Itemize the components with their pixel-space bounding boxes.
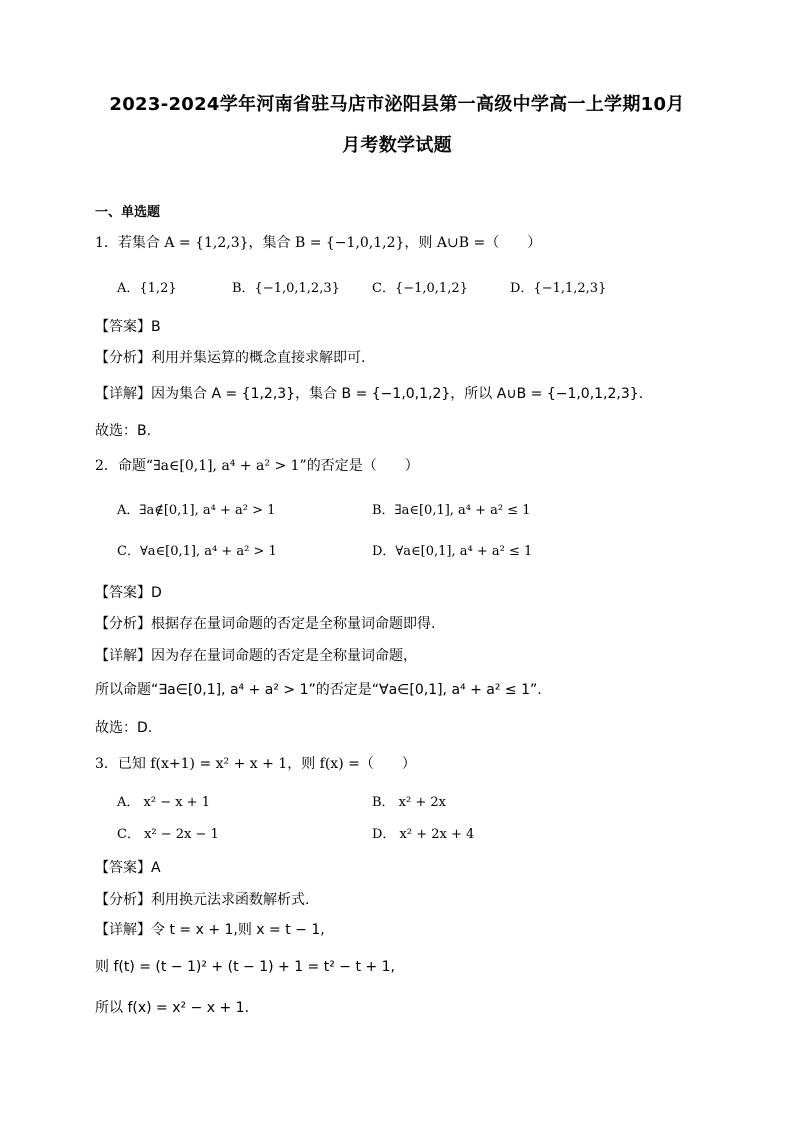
q3-detail: 【详解】令 t = x + 1,则 x = t − 1, xyxy=(95,922,325,938)
q1-conclusion: 故选：B. xyxy=(95,423,152,439)
q2-option-c: C．∀a∈[0,1], a⁴ + a² > 1 xyxy=(117,544,277,559)
page-title: 2023-2024学年河南省驻马店市泌阳县第一高级中学高一上学期10月 xyxy=(109,94,685,115)
q3-step-2: 所以 f(x) = x² − x + 1. xyxy=(95,1000,250,1016)
q2-conclusion: 故选：D. xyxy=(95,720,153,736)
q2-option-d: D．∀a∈[0,1], a⁴ + a² ≤ 1 xyxy=(372,544,533,559)
q1-answer: 【答案】B xyxy=(95,319,161,335)
question-3-stem: 3．已知 f(x+1) = x² + x + 1，则 f(x) =（ ） xyxy=(95,756,416,772)
question-1-stem: 1．若集合 A = {1,2,3}，集合 B = {−1,0,1,2}，则 A∪B =（ ） xyxy=(95,235,542,251)
section-heading: 一、单选题 xyxy=(95,205,161,220)
q3-option-b: B． x² + 2x xyxy=(372,795,446,810)
q1-option-b: B．{−1,0,1,2,3} xyxy=(232,281,340,296)
q3-option-c: C． x² − 2x − 1 xyxy=(117,827,219,842)
q1-option-c: C．{−1,0,1,2} xyxy=(372,281,468,296)
q2-analysis: 【分析】根据存在量词命题的否定是全称量词命题即得. xyxy=(95,616,436,632)
q1-analysis: 【分析】利用并集运算的概念直接求解即可. xyxy=(95,350,366,366)
q3-step-1: 则 f(t) = (t − 1)² + (t − 1) + 1 = t² − t + 1, xyxy=(95,959,395,975)
q2-option-a: A．∃a∉[0,1], a⁴ + a² > 1 xyxy=(117,503,276,518)
question-2-stem: 2．命题“∃a∈[0,1], a⁴ + a² > 1”的否定是（ ） xyxy=(95,458,419,474)
q2-option-b: B．∃a∈[0,1], a⁴ + a² ≤ 1 xyxy=(372,503,531,518)
q1-detail: 【详解】因为集合 A = {1,2,3}，集合 B = {−1,0,1,2}，所以 A∪B = {−1,0,1,2,3}. xyxy=(95,386,644,402)
q3-option-a: A． x² − x + 1 xyxy=(117,795,210,810)
q3-answer: 【答案】A xyxy=(95,860,161,876)
page-title-line2: 月考数学试题 xyxy=(342,135,452,156)
q3-analysis: 【分析】利用换元法求函数解析式. xyxy=(95,892,310,908)
q3-option-d: D． x² + 2x + 4 xyxy=(372,827,475,842)
q2-detail-line2: 所以命题“∃a∈[0,1], a⁴ + a² > 1”的否定是“∀a∈[0,1], a⁴ + a² ≤ 1”. xyxy=(95,682,542,698)
q2-answer: 【答案】D xyxy=(95,585,162,601)
q1-option-d: D．{−1,1,2,3} xyxy=(510,281,607,296)
q1-option-a: A．{1,2} xyxy=(117,281,177,296)
q2-detail: 【详解】因为存在量词命题的否定是全称量词命题， xyxy=(95,648,417,664)
